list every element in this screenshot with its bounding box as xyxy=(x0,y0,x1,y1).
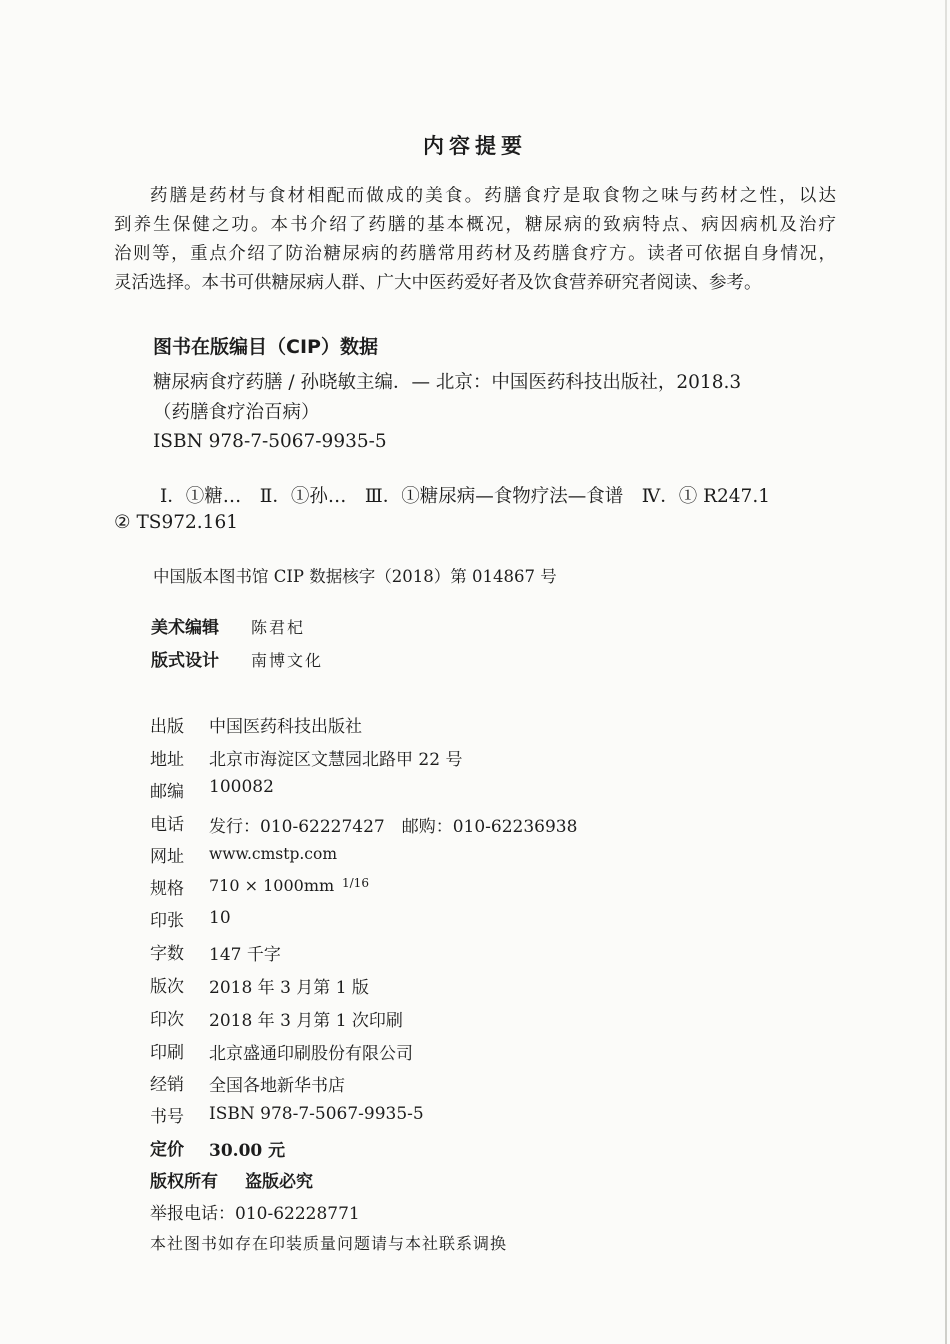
imprint-value: 北京市海淀区文慧园北路甲 22 号 xyxy=(209,750,463,770)
imprint-value: 10 xyxy=(209,908,231,928)
imprint-label: 邮编 xyxy=(150,782,184,802)
cip-series-line: （药膳食疗治百病） xyxy=(153,402,320,423)
price-label: 定价 xyxy=(150,1140,184,1160)
summary-line: 灵活选择。本书可供糖尿病人群、广大中医药爱好者及饮食营养研究者阅读、参考。 xyxy=(114,273,762,293)
rights-label: 版权所有 xyxy=(150,1172,218,1192)
imprint-label: 经销 xyxy=(150,1075,184,1095)
imprint-value: 147 千字 xyxy=(209,945,281,965)
imprint-value: ISBN 978-7-5067-9935-5 xyxy=(209,1104,424,1124)
summary-heading: 内容提要 xyxy=(423,134,527,158)
price-value: 30.00 元 xyxy=(209,1141,286,1161)
credit-value: 陈君杞 xyxy=(251,618,306,637)
cip-title-line: 糖尿病食疗药膳 / 孙晓敏主编．— 北京：中国医药科技出版社，2018.3 xyxy=(153,372,742,393)
credit-label: 美术编辑 xyxy=(151,618,219,638)
imprint-fraction: 1/16 xyxy=(342,876,369,890)
cip-classification-2: ② TS972.161 xyxy=(114,512,238,533)
imprint-label: 版次 xyxy=(150,977,184,997)
cip-heading: 图书在版编目（CIP）数据 xyxy=(153,336,378,358)
imprint-label: 印次 xyxy=(150,1010,184,1030)
credit-value: 南博文化 xyxy=(251,651,324,670)
quality-notice: 本社图书如存在印装质量问题请与本社联系调换 xyxy=(150,1234,508,1253)
imprint-label: 规格 xyxy=(150,879,184,899)
piracy-label: 盗版必究 xyxy=(245,1172,313,1192)
summary-line: 治则等，重点介绍了防治糖尿病的药膳常用药材及药膳食疗方。读者可依据自身情况， xyxy=(114,244,836,264)
imprint-label: 网址 xyxy=(150,847,184,867)
page-edge xyxy=(945,0,947,1344)
summary-line: 药膳是药材与食材相配而做成的美食。药膳食疗是取食物之味与药材之性，以达 xyxy=(150,186,836,206)
imprint-label: 印刷 xyxy=(150,1043,184,1063)
summary-line: 到养生保健之功。本书介绍了药膳的基本概况，糖尿病的致病特点、病因病机及治疗 xyxy=(114,215,836,235)
imprint-value: 发行：010-62227427 邮购：010-62236938 xyxy=(209,817,578,837)
cip-isbn: ISBN 978-7-5067-9935-5 xyxy=(153,431,387,452)
imprint-label: 电话 xyxy=(150,815,184,835)
imprint-value: 中国医药科技出版社 xyxy=(209,717,362,737)
imprint-value: 全国各地新华书店 xyxy=(209,1076,345,1096)
imprint-value: 100082 xyxy=(209,777,274,797)
credit-label: 版式设计 xyxy=(151,651,219,671)
imprint-label: 印张 xyxy=(150,911,184,931)
cip-classification: Ⅰ．①糖… Ⅱ．①孙… Ⅲ．①糖尿病—食物疗法—食谱 Ⅳ．① R247.1 xyxy=(160,486,770,507)
report-phone: 举报电话：010-62228771 xyxy=(150,1204,360,1224)
imprint-value: 710 × 1000mm xyxy=(209,876,335,895)
imprint-label: 字数 xyxy=(150,944,184,964)
imprint-value: 2018 年 3 月第 1 次印刷 xyxy=(209,1011,403,1031)
imprint-label: 出版 xyxy=(150,717,184,737)
imprint-label: 地址 xyxy=(150,750,184,770)
imprint-label: 书号 xyxy=(150,1107,184,1127)
cip-verification: 中国版本图书馆 CIP 数据核字（2018）第 014867 号 xyxy=(153,567,557,586)
imprint-value: 2018 年 3 月第 1 版 xyxy=(209,978,369,998)
imprint-value: 北京盛通印刷股份有限公司 xyxy=(209,1044,413,1064)
imprint-value: www.cmstp.com xyxy=(209,845,338,863)
